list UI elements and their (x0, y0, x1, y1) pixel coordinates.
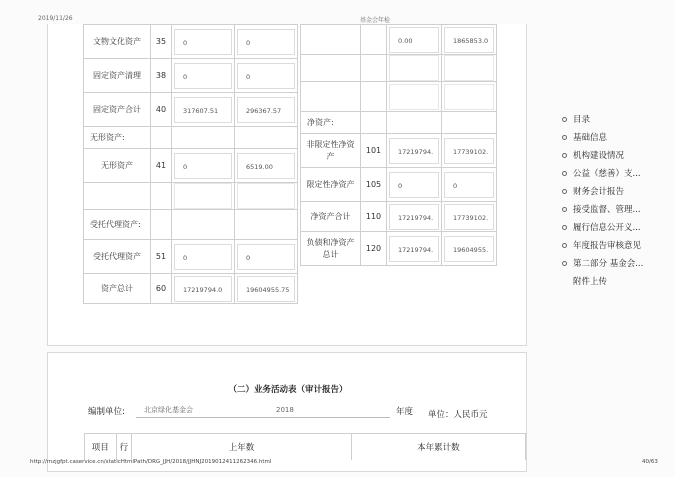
cur-value: 1865853.0 (444, 27, 494, 53)
line-number: 101 (361, 134, 387, 168)
print-date: 2019/11/26 (38, 15, 73, 22)
nav-item[interactable] (562, 254, 643, 272)
row-label: 受托代理资产 (84, 240, 151, 274)
prev-value-cell (172, 59, 235, 93)
prev-value-cell (172, 93, 235, 127)
empty-cell (172, 183, 235, 210)
nav-item[interactable] (562, 236, 643, 254)
nav-item-label: 接受监督、管理... (573, 205, 641, 215)
prev-value: 17219794.0 (174, 276, 232, 302)
line-number: 41 (151, 149, 172, 183)
empty-cell (235, 127, 298, 149)
table-row (84, 149, 298, 183)
col-line: 行 (116, 434, 132, 460)
nav-item[interactable] (562, 200, 643, 218)
empty-cell (387, 55, 442, 82)
empty-cell (387, 82, 442, 112)
empty-cell (361, 82, 387, 112)
row-label (301, 25, 361, 55)
nav-item-label: 履行信息公开义... (573, 223, 641, 233)
empty-cell (442, 55, 497, 82)
table-row (301, 112, 497, 134)
report-navigation (562, 110, 643, 290)
org-label: 编制单位: (88, 407, 125, 417)
empty-cell (84, 183, 151, 210)
nav-item-label: 附件上传 (573, 277, 608, 287)
prev-value: 317607.51 (174, 97, 232, 123)
prev-value-cell (387, 134, 442, 168)
bullet-icon (562, 261, 567, 266)
cur-value-cell (442, 134, 497, 168)
section-title: （二）业务活动表（审计报告） (228, 385, 348, 395)
row-label: 无形资产 (84, 149, 151, 183)
prev-value: 0 (174, 29, 232, 55)
line-number: 120 (361, 232, 387, 266)
cur-value-cell (235, 149, 298, 183)
line-number: 35 (151, 25, 172, 59)
prev-value: 17219794. (389, 204, 439, 230)
empty-cell (172, 127, 235, 149)
prev-value-cell (172, 274, 235, 304)
prev-value: 0 (174, 63, 232, 89)
row-label: 负债和净资产总计 (301, 232, 361, 266)
bullet-icon (562, 117, 567, 122)
row-label: 限定性净资产 (301, 168, 361, 202)
nav-item-label: 机构建设情况 (573, 151, 625, 161)
cur-value-cell (442, 202, 497, 232)
table-row (301, 202, 497, 232)
liabilities-table (300, 24, 497, 266)
cur-value: 0 (237, 29, 295, 55)
empty-cell (151, 210, 172, 240)
bullet-icon (562, 189, 567, 194)
table-row (84, 93, 298, 127)
nav-item-label: 财务会计报告 (573, 187, 625, 197)
page-url: http://mzjgfpt.caservice.cn/staticHtmlPath/DRG_JJH/2018/JJHNJ2019012411262346.html (30, 459, 272, 465)
row-label: 固定资产清理 (84, 59, 151, 93)
prev-value-cell (387, 232, 442, 266)
cur-value-cell (235, 25, 298, 59)
section-label: 无形资产: (84, 127, 151, 149)
cur-value-cell (442, 25, 497, 55)
section-label: 受托代理资产: (84, 210, 151, 240)
table-row (84, 25, 298, 59)
currency-label: 单位：人民币元 (428, 410, 488, 420)
cur-value: 0 (237, 63, 295, 89)
table-row (84, 183, 298, 210)
nav-item-label: 公益（慈善）支... (573, 169, 641, 179)
empty-cell (301, 55, 361, 82)
nav-item-label: 目录 (573, 115, 591, 125)
col-item: 项目 (85, 434, 117, 460)
nav-item[interactable] (562, 128, 643, 146)
empty-cell (442, 82, 497, 112)
line-number: 51 (151, 240, 172, 274)
empty-cell (235, 183, 298, 210)
nav-item[interactable] (562, 146, 643, 164)
empty-cell (172, 210, 235, 240)
year-value: 2018 (268, 404, 390, 418)
table-row (84, 59, 298, 93)
prev-value-cell (387, 25, 442, 55)
cur-value: 17739102. (444, 138, 494, 164)
bullet-icon (562, 225, 567, 230)
cur-value: 296367.57 (237, 97, 295, 123)
activity-table-header (84, 433, 526, 460)
cur-value: 0 (237, 244, 295, 270)
nav-item[interactable] (562, 218, 643, 236)
empty-cell (235, 210, 298, 240)
cur-value: 6519.00 (237, 153, 295, 179)
cur-value-cell (235, 93, 298, 127)
prev-value: 0 (174, 153, 232, 179)
empty-cell (361, 112, 387, 134)
prev-value-cell (172, 25, 235, 59)
nav-item[interactable] (562, 110, 643, 128)
table-row (84, 240, 298, 274)
table-row (301, 55, 497, 82)
bullet-icon (562, 153, 567, 158)
nav-item-label: 基础信息 (573, 133, 608, 143)
prev-value: 0 (174, 244, 232, 270)
cur-value-cell (442, 168, 497, 202)
cur-value: 17739102. (444, 204, 494, 230)
bullet-icon (562, 171, 567, 176)
row-label: 资产总计 (84, 274, 151, 304)
nav-item[interactable] (562, 164, 643, 182)
row-label: 固定资产合计 (84, 93, 151, 127)
row-label: 非限定性净资产 (301, 134, 361, 168)
prev-value: 0.00 (389, 27, 439, 53)
prev-value-cell (387, 168, 442, 202)
prev-value-cell (172, 240, 235, 274)
table-row (301, 232, 497, 266)
nav-item[interactable] (562, 272, 643, 290)
table-row (301, 82, 497, 112)
table-row (301, 134, 497, 168)
bullet-icon (562, 243, 567, 248)
line-number: 38 (151, 59, 172, 93)
cur-value-cell (442, 232, 497, 266)
cur-value-cell (235, 274, 298, 304)
print-title: 基金会年检 (360, 17, 391, 24)
line-number: 105 (361, 168, 387, 202)
business-activity-section (47, 352, 527, 472)
table-row (84, 127, 298, 149)
prev-value-cell (387, 202, 442, 232)
empty-cell (442, 112, 497, 134)
row-label: 净资产合计 (301, 202, 361, 232)
row-label: 文物文化资产 (84, 25, 151, 59)
bullet-icon (562, 207, 567, 212)
empty-cell (301, 82, 361, 112)
nav-item-label: 年度报告审核意见 (573, 241, 642, 251)
prev-value: 0 (389, 172, 439, 198)
empty-cell (361, 55, 387, 82)
line-number: 60 (151, 274, 172, 304)
line-number (361, 25, 387, 55)
table-row (84, 210, 298, 240)
line-number: 110 (361, 202, 387, 232)
col-prev: 上年数 (132, 434, 351, 460)
year-label: 年度 (396, 407, 414, 417)
empty-cell (151, 183, 172, 210)
table-row (84, 274, 298, 304)
cur-value-cell (235, 59, 298, 93)
cur-value: 19604955.75 (237, 276, 295, 302)
prev-value: 17219794. (389, 138, 439, 164)
bullet-icon (562, 135, 567, 140)
line-number: 40 (151, 93, 172, 127)
prev-value-cell (172, 149, 235, 183)
cur-value-cell (235, 240, 298, 274)
org-value: 北京绿化基金会 (136, 404, 306, 418)
table-row (301, 25, 497, 55)
col-cur: 本年累计数 (351, 434, 525, 460)
page-number: 40/63 (642, 459, 658, 465)
empty-cell (151, 127, 172, 149)
assets-table (83, 24, 298, 304)
nav-item[interactable] (562, 182, 643, 200)
empty-cell (387, 112, 442, 134)
nav-item-label: 第二部分 基金会... (573, 259, 644, 269)
cur-value: 0 (444, 172, 494, 198)
prev-value: 17219794. (389, 236, 439, 262)
section-label: 净资产: (301, 112, 361, 134)
cur-value: 19604955. (444, 236, 494, 262)
table-row (301, 168, 497, 202)
